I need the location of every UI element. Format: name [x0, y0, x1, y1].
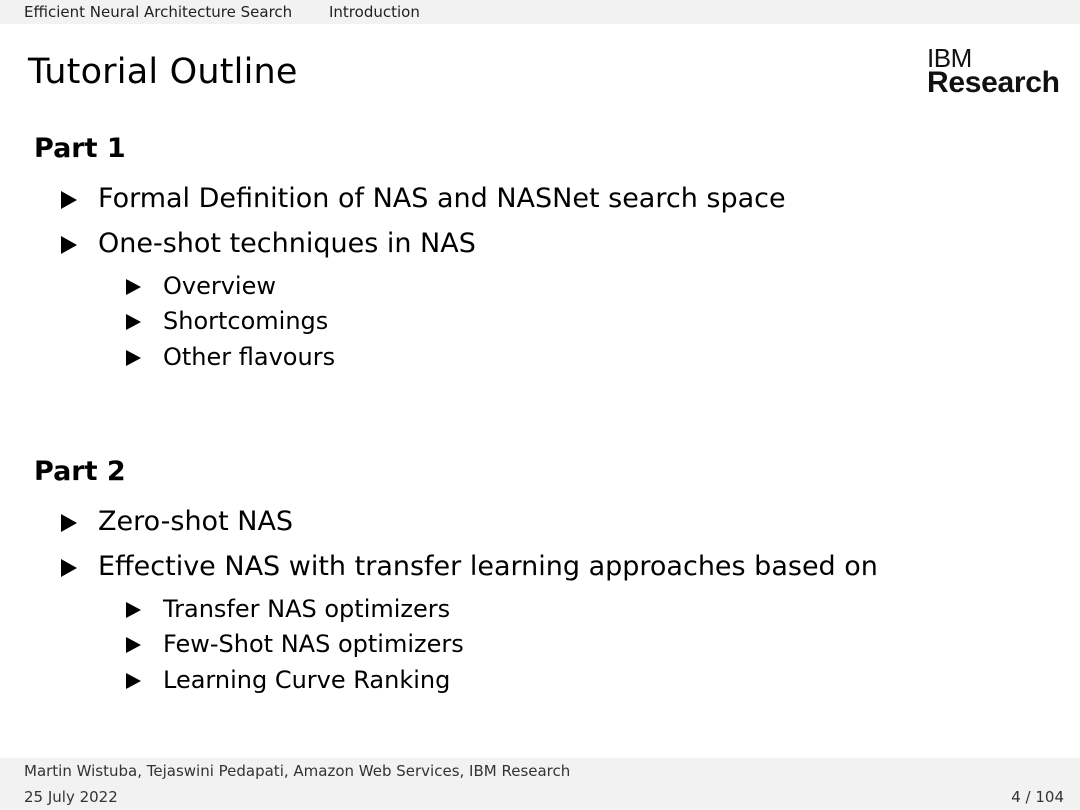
footer-authors: Martin Wistuba, Tejaswini Pedapati, Amazon Web Services, IBM Research [24, 762, 571, 780]
slide-title: Tutorial Outline [28, 52, 298, 92]
bullet-triangle-icon [126, 350, 141, 366]
presentation-title[interactable]: Efficient Neural Architecture Search [24, 3, 293, 21]
header-bar [0, 0, 1080, 24]
bullet-triangle-icon [126, 602, 141, 618]
bullet-triangle-icon [61, 559, 77, 577]
logo-line-1: IBM [927, 43, 972, 73]
bullet-triangle-icon [61, 236, 77, 254]
list-item-text: Effective NAS with transfer learning approaches based on [98, 551, 878, 582]
ibm-research-logo [927, 45, 1060, 98]
page-number: 4 / 104 [1011, 788, 1064, 806]
sub-list-item-text: Other flavours [163, 343, 336, 371]
sub-list-item-text: Learning Curve Ranking [163, 666, 451, 694]
bullet-triangle-icon [61, 191, 77, 209]
sub-list-item-text: Few-Shot NAS optimizers [163, 630, 464, 658]
logo-line-2: Research [927, 66, 1060, 99]
footer-date: 25 July 2022 [24, 788, 118, 806]
sub-list-item-text: Overview [163, 272, 276, 300]
sub-list-item-text: Shortcomings [163, 307, 329, 335]
list-item-text: One-shot techniques in NAS [98, 228, 476, 259]
bullet-triangle-icon [61, 514, 77, 532]
part-2-heading: Part 2 [34, 456, 126, 487]
bullet-triangle-icon [126, 637, 141, 653]
bullet-triangle-icon [126, 673, 141, 689]
bullet-triangle-icon [126, 314, 141, 330]
section-name[interactable]: Introduction [329, 3, 420, 21]
list-item-text: Formal Definition of NAS and NASNet search space [98, 183, 786, 214]
footer-bar [0, 758, 1080, 810]
part-1-heading: Part 1 [34, 133, 126, 164]
sub-list-item-text: Transfer NAS optimizers [163, 595, 451, 623]
list-item-text: Zero-shot NAS [98, 506, 294, 537]
bullet-triangle-icon [126, 279, 141, 295]
